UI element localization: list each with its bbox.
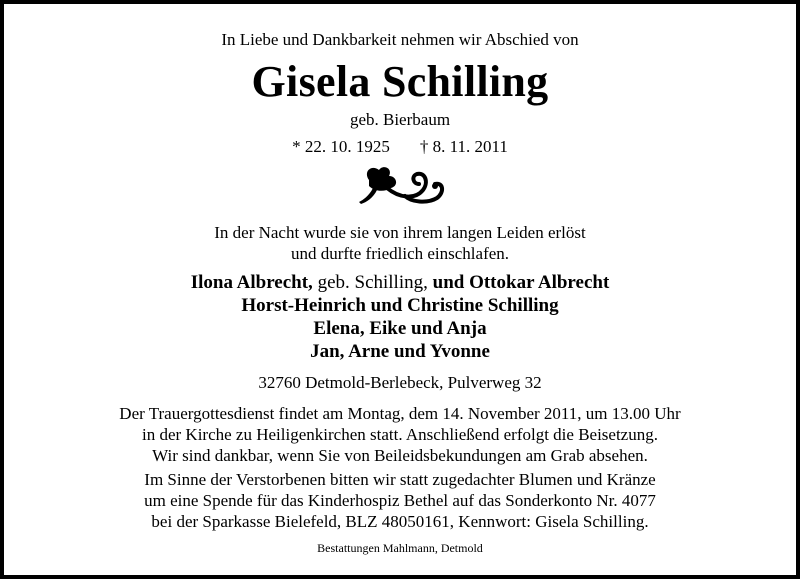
death-date: † 8. 11. 2011 <box>419 137 508 156</box>
family-line-4: Jan, Arne und Yvonne <box>310 341 490 362</box>
family-line-3: Elena, Eike und Anja <box>313 318 487 339</box>
family-line-1 <box>4 271 796 294</box>
family-member-maiden-name: geb. Schilling, <box>312 272 433 293</box>
family-member: Ilona Albrecht, <box>190 272 313 293</box>
floral-ornament-icon <box>359 162 447 206</box>
donation-line: bei der Sparkasse Bielefeld, BLZ 48050161, Kennwort: Gisela Schilling. <box>151 512 649 531</box>
maiden-name: geb. Bierbaum <box>349 110 451 129</box>
undertaker-credit: Bestattungen Mahlmann, Detmold <box>317 541 483 555</box>
service-info <box>4 403 796 466</box>
passing-line: und durfte friedlich einschlafen. <box>290 244 510 263</box>
passing-line: In der Nacht wurde sie von ihrem langen Leiden erlöst <box>214 223 586 242</box>
family-line-2: Horst-Heinrich und Christine Schilling <box>241 295 559 316</box>
family-list <box>4 271 796 363</box>
family-address: 32760 Detmold-Berlebeck, Pulverweg 32 <box>258 373 542 392</box>
donation-info <box>4 469 796 532</box>
intro-text: In Liebe und Dankbarkeit nehmen wir Abschied von <box>221 30 579 49</box>
life-dates <box>4 137 796 157</box>
birth-date: * 22. 10. 1925 <box>292 137 390 156</box>
donation-line: um eine Spende für das Kinderhospiz Bethel auf das Sonderkonto Nr. 4077 <box>144 491 656 510</box>
passing-text <box>4 222 796 264</box>
family-member: und Ottokar Albrecht <box>432 272 610 293</box>
deceased-name: Gisela Schilling <box>251 57 549 106</box>
donation-line: Im Sinne der Verstorbenen bitten wir statt zugedachter Blumen und Kränze <box>144 470 656 489</box>
service-line: Der Trauergottesdienst findet am Montag, dem 14. November 2011, um 13.00 Uhr <box>119 404 681 423</box>
service-line: in der Kirche zu Heiligenkirchen statt. Anschließend erfolgt die Beisetzung. <box>142 425 658 444</box>
service-line: Wir sind dankbar, wenn Sie von Beileidsbekundungen am Grab absehen. <box>152 446 648 465</box>
